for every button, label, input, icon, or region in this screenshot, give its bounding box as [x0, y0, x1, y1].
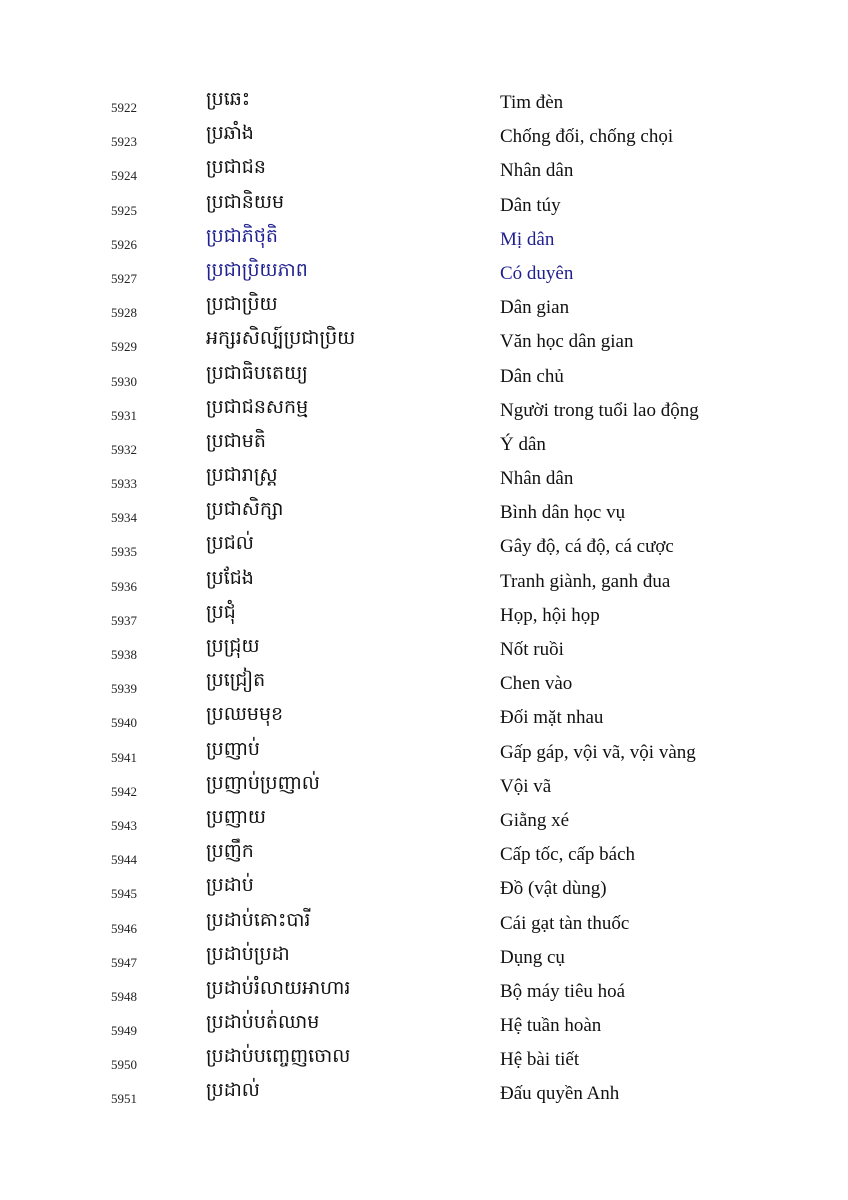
khmer-term: អក្សរសិល្ប៍ប្រជាប្រិយ [206, 328, 356, 350]
khmer-term: ប្រញាយ [206, 806, 266, 828]
vietnamese-translation: Có duyên [500, 262, 574, 284]
vietnamese-translation: Nốt ruồi [500, 639, 564, 660]
vietnamese-translation: Dân chủ [500, 365, 564, 387]
khmer-term: ប្រជារាស្ត្រ [206, 465, 278, 487]
dictionary-entry [0, 907, 848, 941]
vietnamese-translation: Tranh giành, ganh đua [500, 570, 671, 592]
entry-number: 5936 [111, 578, 137, 594]
khmer-term: ប្រឆាំង [206, 123, 254, 145]
entry-number: 5948 [111, 988, 137, 1004]
khmer-term: ប្រញឹក [206, 841, 254, 863]
entry-number: 5942 [111, 783, 137, 799]
entry-number: 5940 [111, 715, 137, 731]
khmer-term: ប្រដាប់ [206, 875, 254, 897]
entry-number: 5929 [111, 339, 137, 355]
dictionary-entry [0, 736, 848, 770]
entry-number: 5923 [111, 134, 137, 150]
vietnamese-translation: Nhân dân [500, 160, 574, 182]
dictionary-entry [0, 86, 848, 120]
vietnamese-translation: Chống đối, chống chọi [500, 126, 674, 148]
dictionary-entry [0, 770, 848, 804]
dictionary-entry-list [0, 86, 848, 1112]
vietnamese-translation: Bình dân học vụ [500, 502, 626, 524]
khmer-term: ប្រដាល់ [206, 1080, 260, 1102]
vietnamese-translation: Cái gạt tàn thuốc [500, 912, 630, 934]
khmer-term: ប្រជាប្រិយភាព [206, 259, 308, 281]
vietnamese-translation: Văn học dân gian [500, 331, 634, 353]
khmer-term: ប្រជល់ [206, 533, 254, 555]
khmer-term: ប្រជ្រុយ [206, 636, 260, 657]
khmer-term: ប្រជាសិក្សា [206, 499, 284, 521]
entry-number: 5949 [111, 1023, 137, 1039]
entry-number: 5950 [111, 1057, 137, 1073]
dictionary-entry [0, 804, 848, 838]
vietnamese-translation: Bộ máy tiêu hoá [500, 980, 626, 1002]
dictionary-entry [0, 872, 848, 906]
dictionary-entry [0, 1009, 848, 1043]
dictionary-entry [0, 599, 848, 633]
vietnamese-translation: Dân gian [500, 297, 570, 319]
dictionary-entry [0, 257, 848, 291]
dictionary-entry [0, 1043, 848, 1077]
khmer-term: ប្រជាប្រិយ [206, 294, 278, 316]
khmer-term: ប្រដាប់គោះបារី [206, 909, 311, 931]
khmer-term: ប្រជុំ [206, 601, 236, 623]
vietnamese-translation: Họp, hội họp [500, 604, 600, 626]
vietnamese-translation: Nhân dân [500, 468, 574, 490]
dictionary-entry [0, 154, 848, 188]
khmer-term: ប្រជាធិបតេយ្យ [206, 362, 308, 384]
vietnamese-translation: Giằng xé [500, 809, 570, 831]
dictionary-entry [0, 941, 848, 975]
entry-number: 5945 [111, 886, 137, 902]
vietnamese-translation: Hệ bài tiết [500, 1049, 580, 1071]
vietnamese-translation: Tim đèn [500, 92, 564, 113]
dictionary-entry [0, 838, 848, 872]
khmer-term: ប្រជានិយម [206, 191, 285, 213]
entry-number: 5934 [111, 510, 137, 526]
dictionary-entry [0, 428, 848, 462]
khmer-term: ប្រដាប់បត់ឈាម [206, 1012, 320, 1034]
entry-number: 5928 [111, 305, 137, 321]
vietnamese-translation: Đối mặt nhau [500, 707, 604, 729]
vietnamese-translation: Ý dân [500, 433, 546, 455]
entry-number: 5939 [111, 681, 137, 697]
dictionary-entry [0, 462, 848, 496]
vietnamese-translation: Mị dân [500, 228, 555, 250]
dictionary-entry [0, 360, 848, 394]
khmer-term: ប្រជ្រៀត [206, 670, 266, 692]
dictionary-entry [0, 1077, 848, 1111]
entry-number: 5926 [111, 236, 137, 252]
khmer-term: ប្រឆេះ [206, 89, 251, 110]
khmer-term: ប្រជែង [206, 567, 254, 589]
vietnamese-translation: Hệ tuần hoàn [500, 1015, 602, 1037]
khmer-term: ប្រដាប់បញ្ចេញចោល [206, 1046, 351, 1068]
entry-number: 5922 [111, 100, 137, 115]
vietnamese-translation: Vội vã [500, 775, 552, 797]
vietnamese-translation: Gây độ, cá độ, cá cược [500, 536, 674, 558]
entry-number: 5937 [111, 612, 137, 628]
entry-number: 5933 [111, 476, 137, 492]
khmer-term: ប្រជាជនសកម្ម [206, 396, 309, 418]
vietnamese-translation: Chen vào [500, 673, 573, 695]
entry-number: 5924 [111, 168, 137, 184]
entry-number: 5946 [111, 920, 137, 936]
dictionary-entry [0, 325, 848, 359]
dictionary-entry [0, 633, 848, 667]
entry-number: 5927 [111, 270, 137, 286]
dictionary-entry [0, 394, 848, 428]
dictionary-entry [0, 701, 848, 735]
entry-number: 5943 [111, 817, 137, 833]
dictionary-entry [0, 565, 848, 599]
dictionary-entry [0, 667, 848, 701]
entry-number: 5947 [111, 954, 137, 970]
entry-number: 5938 [111, 647, 137, 662]
vietnamese-translation: Đấu quyền Anh [500, 1083, 620, 1105]
entry-number: 5944 [111, 852, 137, 868]
dictionary-entry [0, 291, 848, 325]
dictionary-entry [0, 530, 848, 564]
khmer-term: ប្រជាជន [206, 157, 266, 179]
khmer-term: ប្រញាប់ [206, 738, 260, 760]
entry-number: 5931 [111, 407, 137, 423]
entry-number: 5930 [111, 373, 137, 389]
khmer-term: ប្រជាភិថុតិ [206, 225, 278, 247]
khmer-term: ប្រជាមតិ [206, 430, 266, 452]
entry-number: 5935 [111, 544, 137, 560]
entry-number: 5932 [111, 441, 137, 457]
entry-number: 5941 [111, 749, 137, 765]
entry-number: 5925 [111, 202, 137, 218]
vietnamese-translation: Đồ (vật dùng) [500, 878, 607, 900]
dictionary-entry [0, 496, 848, 530]
dictionary-entry [0, 975, 848, 1009]
vietnamese-translation: Người trong tuổi lao động [500, 399, 699, 421]
vietnamese-translation: Dụng cụ [500, 946, 565, 968]
dictionary-entry [0, 223, 848, 257]
khmer-term: ប្រឈមមុខ [206, 704, 284, 726]
khmer-term: ប្រដាប់ប្រដា [206, 943, 290, 965]
khmer-term: ប្រញាប់ប្រញាល់ [206, 772, 320, 794]
entry-number: 5951 [111, 1091, 137, 1107]
dictionary-entry [0, 189, 848, 223]
dictionary-entry [0, 120, 848, 154]
vietnamese-translation: Dân túy [500, 194, 561, 216]
vietnamese-translation: Gấp gáp, vội vã, vội vàng [500, 741, 696, 763]
khmer-term: ប្រដាប់រំលាយអាហារ [206, 977, 351, 999]
vietnamese-translation: Cấp tốc, cấp bách [500, 844, 636, 866]
